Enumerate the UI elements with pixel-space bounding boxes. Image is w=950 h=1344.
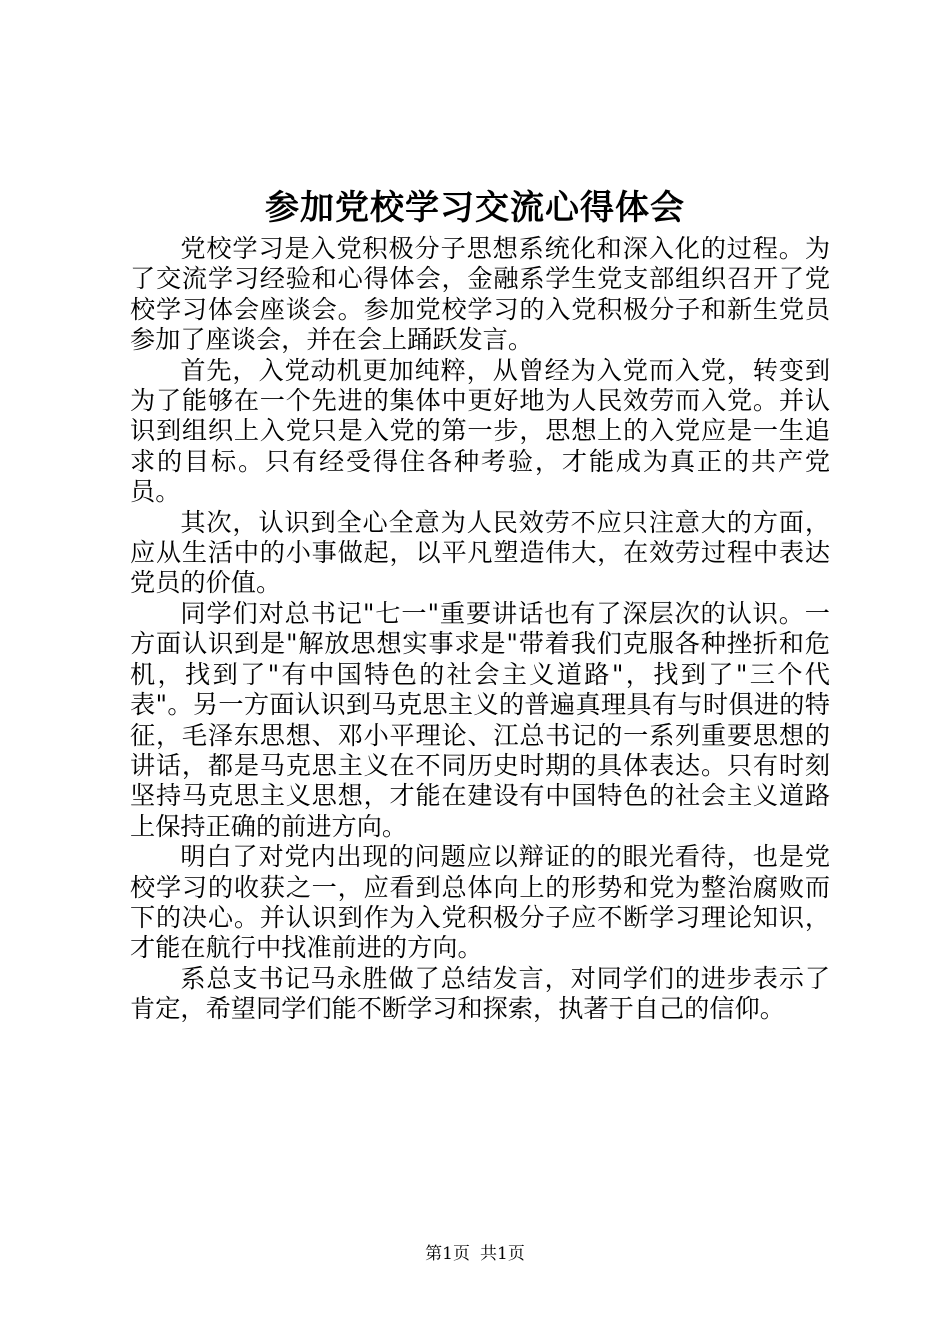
document-title: 参加党校学习交流心得体会 bbox=[265, 188, 685, 228]
paragraph: 明白了对党内出现的问题应以辩证的的眼光看待，也是党校学习的收获之一，应看到总体向上的形势和党为整治腐败而下的决心。并认识到作为入党积极分子应不断学习理论知识，才能在航行中找准前进的方向。 bbox=[130, 842, 830, 963]
document-body bbox=[130, 234, 830, 1025]
paragraph: 党校学习是入党积极分子思想系统化和深入化的过程。为了交流学习经验和心得体会，金融系学生党支部组织召开了党校学习体会座谈会。参加党校学习的入党积极分子和新生党员参加了座谈会，并在会上踊跃发言。 bbox=[130, 234, 830, 355]
page-footer bbox=[0, 1242, 950, 1266]
paragraph: 系总支书记马永胜做了总结发言，对同学们的进步表示了肯定，希望同学们能不断学习和探索，执著于自己的信仰。 bbox=[130, 963, 830, 1024]
paragraph: 同学们对总书记"七一"重要讲话也有了深层次的认识。一方面认识到是"解放思想实事求是"带着我们克服各种挫折和危机，找到了"有中国特色的社会主义道路"，找到了"三个代表"。另一方面认识到马克思主义的普遍真理具有与时俱进的特征，毛泽东思想、邓小平理论、江总书记的一系列重要思想的讲话，都是马克思主义在不同历史时期的具体表达。只有时刻坚持马克思主义思想，才能在建设有中国特色的社会主义道路上保持正确的前进方向。 bbox=[130, 598, 830, 841]
paragraph: 其次，认识到全心全意为人民效劳不应只注意大的方面，应从生活中的小事做起，以平凡塑造伟大，在效劳过程中表达党员的价值。 bbox=[130, 507, 830, 598]
page-number: 第1页 bbox=[425, 1244, 470, 1264]
paragraph: 首先，入党动机更加纯粹，从曾经为入党而入党，转变到为了能够在一个先进的集体中更好地为人民效劳而入党。并认识到组织上入党只是入党的第一步，思想上的入党应是一生追求的目标。只有经受得住各种考验，才能成为真正的共产党员。 bbox=[130, 355, 830, 507]
page-total: 共1页 bbox=[480, 1244, 525, 1264]
